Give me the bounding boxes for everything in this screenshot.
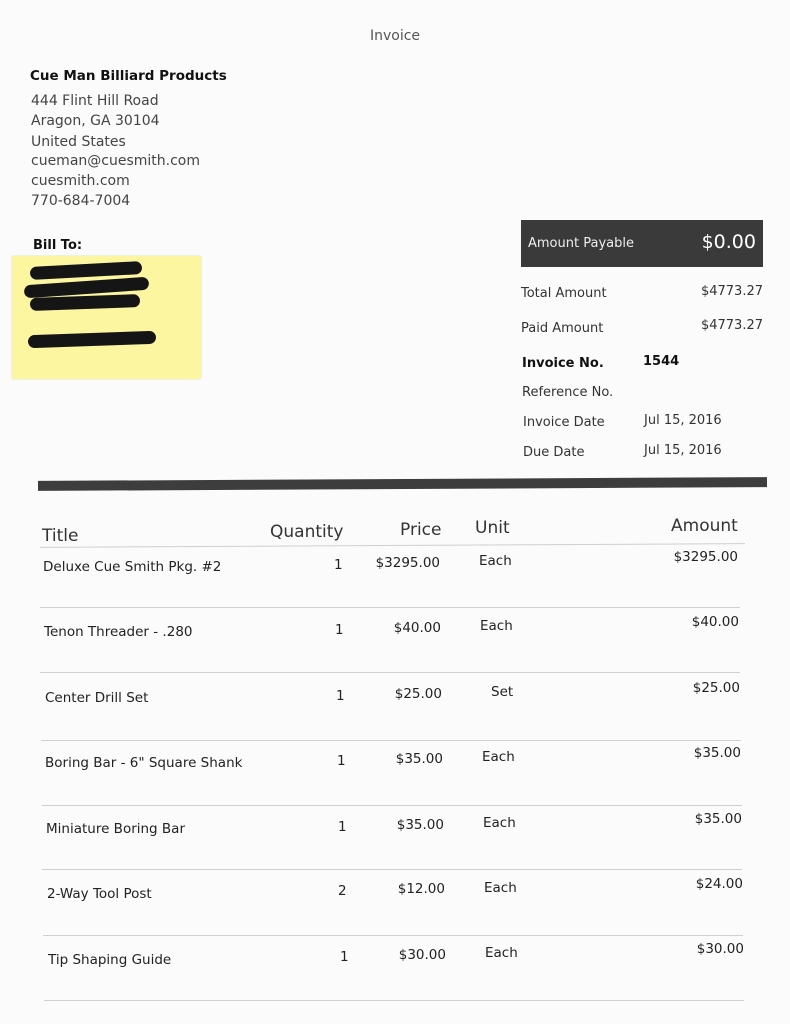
- row-quantity: 1: [334, 557, 343, 573]
- row-amount: $25.00: [692, 680, 740, 696]
- row-unit: Each: [482, 749, 515, 765]
- total-amount-value: $4773.27: [700, 284, 763, 299]
- address-line-country: United States: [31, 134, 126, 150]
- row-rule: [42, 869, 742, 870]
- amount-payable-value: $0.00: [701, 231, 756, 253]
- due-date-label: Due Date: [523, 445, 585, 460]
- row-amount: $30.00: [696, 941, 744, 957]
- row-amount: $24.00: [695, 876, 743, 892]
- row-quantity: 1: [340, 949, 349, 965]
- row-amount: $3295.00: [673, 549, 738, 565]
- row-title: Miniature Boring Bar: [46, 821, 186, 837]
- address-line-city: Aragon, GA 30104: [31, 113, 160, 129]
- row-rule: [44, 1000, 744, 1001]
- row-price: $12.00: [397, 881, 445, 897]
- row-price: $25.00: [394, 686, 442, 702]
- row-title: Deluxe Cue Smith Pkg. #2: [43, 559, 222, 575]
- invoice-no-label: Invoice No.: [522, 356, 604, 371]
- header-amount: Amount: [671, 516, 738, 536]
- row-title: Center Drill Set: [45, 690, 149, 706]
- header-title: Title: [42, 526, 79, 546]
- row-quantity: 1: [335, 622, 344, 638]
- row-title: Boring Bar - 6" Square Shank: [45, 755, 243, 771]
- row-title: Tenon Threader - .280: [44, 624, 193, 640]
- row-price: $3295.00: [375, 555, 440, 571]
- company-name: Cue Man Billiard Products: [30, 68, 227, 84]
- row-title: 2-Way Tool Post: [47, 886, 152, 902]
- row-price: $35.00: [396, 817, 444, 833]
- company-phone: 770-684-7004: [31, 193, 131, 209]
- row-title: Tip Shaping Guide: [48, 952, 172, 968]
- row-price: $35.00: [395, 751, 443, 767]
- row-quantity: 1: [338, 819, 347, 835]
- row-amount: $35.00: [694, 811, 742, 827]
- row-quantity: 2: [338, 883, 347, 899]
- redaction-mark: [28, 331, 156, 348]
- row-unit: Set: [491, 684, 514, 700]
- invoice-date-label: Invoice Date: [523, 415, 605, 430]
- address-line-street: 444 Flint Hill Road: [31, 93, 159, 109]
- header-quantity: Quantity: [270, 522, 344, 542]
- row-rule: [41, 740, 741, 741]
- row-quantity: 1: [337, 753, 346, 769]
- invoice-date-value: Jul 15, 2016: [644, 413, 722, 428]
- row-amount: $40.00: [691, 614, 739, 630]
- header-rule: [40, 543, 745, 548]
- section-divider: [38, 477, 767, 491]
- redaction-mark: [30, 294, 140, 311]
- row-unit: Each: [480, 618, 513, 634]
- total-amount-label: Total Amount: [521, 286, 607, 301]
- row-rule: [42, 805, 742, 806]
- row-unit: Each: [483, 815, 516, 831]
- header-unit: Unit: [475, 518, 510, 538]
- invoice-no-value: 1544: [643, 354, 680, 369]
- row-unit: Each: [479, 553, 512, 569]
- company-email: cueman@cuesmith.com: [31, 153, 200, 169]
- row-unit: Each: [485, 945, 518, 961]
- redacted-sticky-note: [12, 256, 201, 379]
- paid-amount-value: $4773.27: [700, 318, 763, 333]
- amount-payable-label: Amount Payable: [528, 236, 634, 251]
- row-price: $30.00: [398, 947, 446, 963]
- bill-to-label: Bill To:: [33, 238, 83, 253]
- row-price: $40.00: [393, 620, 441, 636]
- document-title: Invoice: [369, 28, 421, 44]
- row-amount: $35.00: [693, 745, 741, 761]
- header-price: Price: [400, 520, 442, 540]
- due-date-value: Jul 15, 2016: [644, 443, 722, 458]
- row-unit: Each: [484, 880, 517, 896]
- reference-no-label: Reference No.: [522, 385, 614, 400]
- redaction-mark: [30, 261, 143, 280]
- amount-payable-box: [521, 220, 763, 267]
- row-rule: [40, 607, 740, 608]
- row-rule: [43, 935, 743, 936]
- row-quantity: 1: [336, 688, 345, 704]
- company-website: cuesmith.com: [31, 173, 130, 189]
- paid-amount-label: Paid Amount: [521, 321, 604, 336]
- row-rule: [40, 672, 740, 673]
